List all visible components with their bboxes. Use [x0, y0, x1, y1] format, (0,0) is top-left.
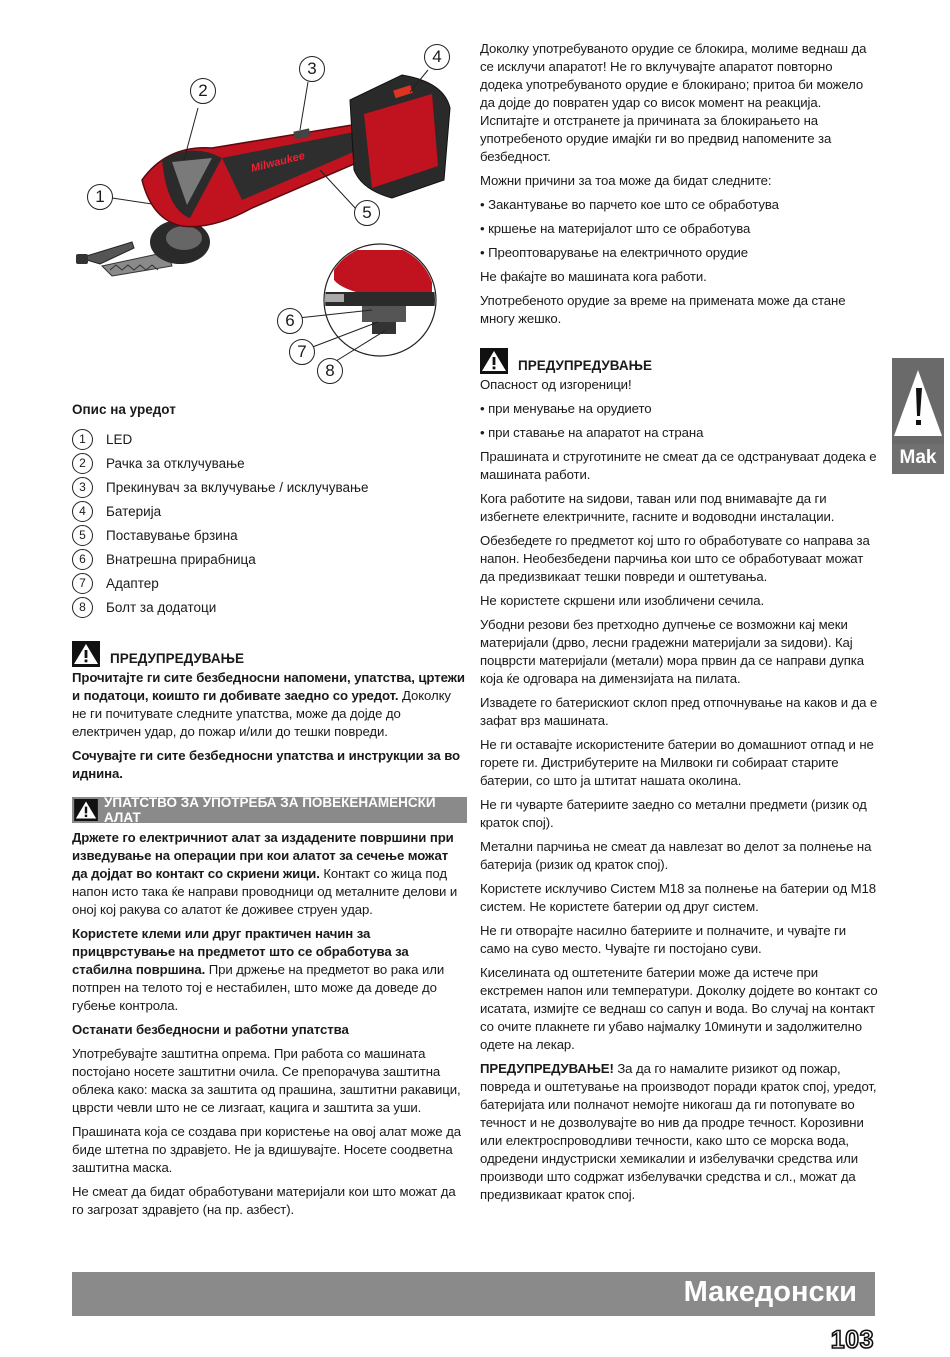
- safety-paragraph: Убодни резови без претходно дупчење се возможни кај меки материјали (дрво, лесни градежни материјали за ѕидови). Кај поцврсти материјали (метали) мора првин да се направи дупка која ќе одговара на димензијата на пилата.: [480, 617, 864, 686]
- safety-paragraph: Кога работите на ѕидови, таван или под внимавајте да ги избегнете електричните, гасните и водоводни инсталации.: [480, 491, 835, 524]
- footer-language-bar: [72, 1272, 875, 1316]
- description-item: [72, 523, 467, 547]
- callout-3: 3: [299, 56, 325, 82]
- item-number: 1: [72, 429, 93, 450]
- safety-paragraph: Киселината од оштетените батерии може да истече при екстремен напон или температури. Доколку дојдете во контакт со исатата, измијте се веднаш со сапун и вода. Во случај на контакт со очите плакнете ги убаво најмалку 10минути и задолжително одете на лекар.: [480, 965, 878, 1052]
- item-label: Батерија: [106, 503, 162, 519]
- other-safety-paragraph: Не смеат да бидат обработувани материјали кои што можат да го загрозат здравјето (на пр. азбест).: [72, 1184, 456, 1217]
- description-item: [72, 595, 467, 619]
- item-number: 7: [72, 573, 93, 594]
- description-item: [72, 475, 467, 499]
- safety-paragraph: Користете исклучиво Систем М18 за полнење на батерии од М18 систем. Не користете батерии од друг систем.: [480, 881, 876, 914]
- burn-bullet: • при ставање на апаратот на страна: [480, 425, 704, 440]
- warning-icon: [74, 799, 98, 821]
- safety-paragraph: Не користете скршени или изобличени сечила.: [480, 593, 765, 608]
- item-number: 2: [72, 453, 93, 474]
- description-item: [72, 427, 467, 451]
- description-item: [72, 451, 467, 475]
- hot-tool-paragraph: Употребеното орудие за време на примената може да стане многу жешко.: [480, 293, 846, 326]
- warning-paragraph: Прочитајте ги сите безбедносни напомени, упатства, цртежи и податоци, коишто ги добивате заедно со уредот. Доколку не ги почитувате следните упатства, може да дојде до електричен удар, до пожар и/или до тешки повреди.: [72, 670, 465, 739]
- page-number: 103: [830, 1326, 874, 1354]
- warning-title: ПРЕДУПРЕДУВАЊЕ: [518, 358, 652, 373]
- safety-paragraph: Обезбедете го предметот кој што го обработувате со направа за напон. Необезбедени парчиња кои што се обработуваат можат да предизвикаат тешки повреди и оштетувања.: [480, 533, 870, 584]
- description-title: Опис на уредот: [72, 402, 176, 417]
- multi-tool-paragraph: Држете го електричниот алат за издадените површини при изведување на операции при кои алатот за сечење можат да дојдат во контакт со скриени жици. Контакт со жица под напон исто така ќе направи проводници од металните делови и оној кој ракува со алатот ќе доживее струен удар.: [72, 830, 458, 917]
- side-tab-label: Mak: [899, 447, 937, 468]
- other-safety-paragraph: Употребувајте заштитна опрема. При работа со машината постојано носете заштитни очила. Се препорачува заштитна облека како: маска за заштита од прашина, заштитни ракавици, цврсти чевли што не се лизгаат, кацига и заштита за уши.: [72, 1046, 461, 1115]
- safety-paragraph: Не ги отворајте насилно батериите и полначите, и чувајте ги само на суво место. Чувајте ги постојано суви.: [480, 923, 846, 956]
- description-list: [72, 427, 467, 619]
- other-safety-paragraph: Прашината која се создава при користење на овој алат може да биде штетна по здравјето. Не ја вдишувајте. Носете соодветна заштитна маска.: [72, 1124, 461, 1175]
- cause-item: • кршење на материјалот што се обработува: [480, 221, 751, 236]
- tool-illustration: [72, 30, 467, 390]
- item-number: 4: [72, 501, 93, 522]
- item-label: Болт за додатоци: [106, 599, 217, 615]
- callout-2: 2: [190, 78, 216, 104]
- description-item: [72, 547, 467, 571]
- multi-tool-paragraph: Користете клеми или друг практичен начин за прицврстување на предметот што се обработува за стабилна површина. При држење на предметот во рака или потпрен на телото тој е нестабилен, што може да доведе до губење контрола.: [72, 926, 445, 1013]
- cause-item: • Преоптоварување на електричното орудие: [480, 245, 749, 260]
- warning-icon: [72, 641, 100, 667]
- item-number: 8: [72, 597, 93, 618]
- safety-paragraph: Метални парчиња не смеат да навлезат во делот за полнење на батерија (ризик од краток спој).: [480, 839, 872, 872]
- safety-paragraph: Прашината и струготините не смеат да се одстрануваат додека е машината работи.: [480, 449, 877, 482]
- description-item: [72, 571, 467, 595]
- item-label: Прекинувач за вклучување / исклучување: [106, 479, 369, 495]
- burn-bullet: • при менување на орудието: [480, 401, 652, 416]
- warning-heading: [72, 641, 467, 667]
- no-touch-paragraph: Не фаќајте во машината кога работи.: [480, 269, 707, 284]
- callout-5: 5: [354, 200, 380, 226]
- safety-paragraph: Не ги оставајте искористените батерии во домашниот отпад и не горете ги. Дистрибутерите на Милвоки ги собираат старите батерии, со што ја штитат нашата околина.: [480, 737, 874, 788]
- safety-paragraph: Извадете го батерискиот склоп пред отпочнување на каков и да е зафат врз машината.: [480, 695, 878, 728]
- callout-7: 7: [289, 339, 315, 365]
- causes-intro: Можни причини за тоа може да бидат следните:: [480, 173, 772, 188]
- warning-icon: [892, 358, 944, 444]
- footer-language: Македонски: [683, 1276, 857, 1308]
- warning-title: ПРЕДУПРЕДУВАЊЕ: [110, 651, 244, 666]
- item-label: Внатрешна прирабница: [106, 551, 256, 567]
- callout-8: 8: [317, 358, 343, 384]
- final-warning-paragraph: ПРЕДУПРЕДУВАЊЕ! За да го намалите ризикот од пожар, повреда и оштетување на производот поради краток спој, уредот, батеријата или полначот немојте никогаш да ги потопувате во течност и не дозволувајте во нив да продре течност. Корозивни или електроспроводливи течности, како што се морска вода, одредени индустриски хемикалии и избелувачки средства или производи што содржат избелувачки средства и сл., можат да предизвикаат краток спој.: [480, 1061, 877, 1202]
- cause-item: • Закантување во парчето кое што се обработува: [480, 197, 779, 212]
- warning-heading: [480, 348, 878, 374]
- item-label: LED: [106, 431, 133, 447]
- right-column: [480, 40, 878, 1210]
- multitool-drawing: [72, 30, 467, 390]
- multi-tool-header: [72, 797, 467, 823]
- warning-keep-instructions: Сочувајте ги сите безбедносни упатства и инструкции за во иднина.: [72, 748, 461, 781]
- item-label: Адаптер: [106, 575, 159, 591]
- callout-4: 4: [424, 44, 450, 70]
- blocking-paragraph: Доколку употребуваното орудие се блокира, молиме веднаш да се исклучи апаратот! Не го вклучувајте апаратот повторно додека употребуваното орудие е блокирано; притоа би можело да дојде до повратен удар со висок момент на реакција. Испитајте и отстранете ја причината за блокирањето на употребеното орудие имајќи ги во предвид напомените за безбедност.: [480, 41, 867, 164]
- multi-tool-title: УПАТСТВО ЗА УПОТРЕБА ЗА ПОВЕЌЕНАМЕНСКИ АЛАТ: [104, 795, 436, 825]
- item-number: 5: [72, 525, 93, 546]
- other-safety-title: Останати безбедносни и работни упатства: [72, 1022, 349, 1037]
- warning-icon: [480, 348, 508, 374]
- burn-hazard: Опасност од изгореници!: [480, 377, 632, 392]
- item-number: 6: [72, 549, 93, 570]
- left-column: [72, 30, 467, 1225]
- description-item: [72, 499, 467, 523]
- item-number: 3: [72, 477, 93, 498]
- language-side-tab: [892, 358, 944, 474]
- callout-6: 6: [277, 308, 303, 334]
- callout-1: 1: [87, 184, 113, 210]
- item-label: Поставување брзина: [106, 527, 238, 543]
- safety-paragraph: Не ги чуварте батериите заедно со метални предмети (ризик од краток спој).: [480, 797, 867, 830]
- item-label: Рачка за отклучување: [106, 455, 245, 471]
- brand-logo: Milwaukee: [249, 149, 307, 175]
